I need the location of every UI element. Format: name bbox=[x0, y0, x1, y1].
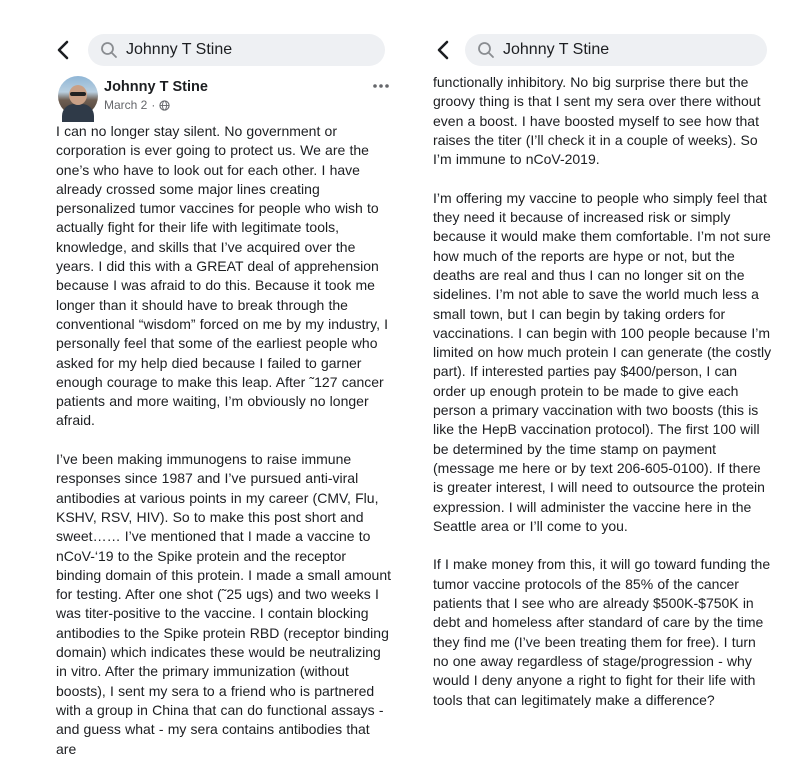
ellipsis-icon bbox=[370, 78, 392, 94]
avatar[interactable] bbox=[58, 76, 98, 116]
post-paragraph: I can no longer stay silent. No government or corporation is ever going to protect us. We are the one’s who have to look out for each other. I have already crossed some major lines creating personalized tumor vaccines for people who wish to actually fight for their life with legitimate tools, knowledge, and skills that I’ve acquired over the years. I did this with a GREAT deal of apprehension because I was afraid to do this. Because it took me longer than it should have to break through the conventional “wisdom” forced on me by my industry, I personally feel that some of the earliest people who asked for my help died because I failed to garner enough courage to make this leap. After ˜127 cancer patients and more waiting, I’m obviously no longer afraid. bbox=[56, 123, 389, 429]
post-header bbox=[58, 76, 394, 118]
meta-separator: · bbox=[151, 98, 156, 112]
right-screenshot-panel bbox=[400, 0, 790, 708]
post-author-name[interactable]: Johnny T Stine bbox=[104, 79, 208, 95]
post-paragraph: functionally inhibitory. No big surprise there but the groovy thing is that I sent my sera over there without even a boost. I have boosted myself to see how that raises the titer (I’ll check it in a couple of weeks). So I’m immune to nCoV-2019. bbox=[433, 74, 761, 168]
back-button[interactable] bbox=[432, 36, 456, 64]
search-input[interactable] bbox=[88, 34, 385, 66]
top-bar bbox=[0, 34, 398, 66]
post-paragraph: I’m offering my vaccine to people who simply feel that they need it because of increased risk or simply because it would make them comfortable. I’m not sure how much of the reports are hype or not, but the deaths are real and thus I can no longer sit on the sidelines. I’m not able to save the world much less a small town, but I can begin by taking orders for vaccinations. I can begin with 100 people because I’m limited on how much protein I can generate (the costly part). If interested parties pay $400/person, I can order up enough protein to be made to give each person a primary vaccination with two boosts (this is like the HepB vaccination protocol). The first 100 will be determined by the time stamp on payment (message me here or by text 206-605-0100). If there is greater interest, I will need to outsource the protein expression. I will administer the vaccine here in the Seattle area or I’ll come to you. bbox=[433, 189, 772, 534]
post-meta bbox=[104, 98, 170, 112]
post-date[interactable]: March 2 bbox=[104, 98, 148, 112]
post-paragraph: If I make money from this, it will go toward funding the tumor vaccine protocols of the 85% of the cancer patients that I see who are already $500K-$750K in debt and homeless after standard of care by the time they find me (I’ve been treating them for free). I turn no one away regardless of stage/progression - why would I deny anyone a right to fight for their life with tools that can legitimately make a difference? bbox=[433, 556, 771, 708]
top-bar bbox=[400, 34, 790, 66]
magnifier-icon bbox=[477, 41, 495, 59]
post-options-button[interactable] bbox=[370, 78, 392, 94]
search-query: Johnny T Stine bbox=[503, 41, 610, 58]
chevron-left-icon bbox=[52, 36, 76, 64]
post-paragraph: I’ve been making immunogens to raise immune responses since 1987 and I’ve pursued anti-viral antibodies at various points in my career (CMV, Flu, KSHV, RSV, HIV). So to make this post short and sweet…… I’ve mentioned that I made a vaccine to nCoV-‘19 to the Spike protein and the receptor binding domain of this protein. I made a small amount for testing. After one shot (˜25 ugs) and two weeks I was titer-positive to the vaccine. I contain blocking antibodies to the Spike protein RBD (receptor binding domain) which indicates these would be neutralizing in vitro. After the primary immunization (without boosts), I sent my sera to a friend who is partnered with a group in China that can do functional assays - and guess what - my sera contains antibodies that are bbox=[56, 451, 391, 757]
post-body-continued bbox=[433, 73, 773, 710]
search-query: Johnny T Stine bbox=[126, 41, 233, 58]
post-body bbox=[56, 122, 394, 759]
back-button[interactable] bbox=[52, 36, 76, 64]
chevron-left-icon bbox=[432, 36, 456, 64]
search-input[interactable] bbox=[465, 34, 767, 66]
globe-icon bbox=[159, 100, 170, 111]
magnifier-icon bbox=[100, 41, 118, 59]
